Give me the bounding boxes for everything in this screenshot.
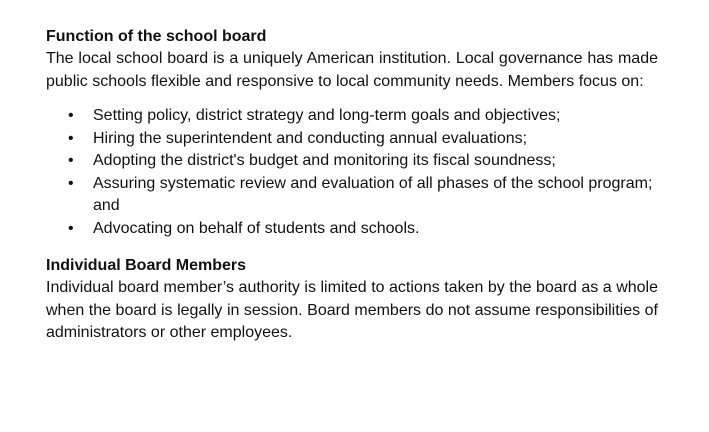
bullet-icon: • [68,174,74,192]
list-item [46,128,658,151]
board-function-paragraph: The local school board is a uniquely American institution. Local governance has made public schools flexible and responsive to local community needs. Members focus on: [46,50,658,90]
section-board-function [46,26,658,240]
section-individual-members [46,255,658,345]
list-item-text: Assuring systematic review and evaluation of all phases of the school program; and [93,174,653,214]
list-item [46,218,658,241]
section-heading-board-function: Function of the school board [46,28,267,45]
bullet-icon: • [68,152,74,169]
bullet-icon: • [68,129,74,147]
list-item [46,150,658,173]
document-page [46,26,658,345]
bullet-icon: • [68,219,74,237]
individual-members-paragraph: Individual board member’s authority is limited to actions taken by the board as a whole when the board is legally in session. Board members do not assume responsibilities of administrators or other employees. [46,279,658,341]
list-item [46,173,658,218]
list-item-text: Advocating on behalf of students and schools. [93,219,420,237]
list-item-text: Hiring the superintendent and conducting annual evaluations; [93,129,528,147]
list-item-text: Adopting the district's budget and monitoring its fiscal soundness; [93,152,556,169]
section-heading-individual-members: Individual Board Members [46,257,247,274]
board-function-list [46,105,658,240]
list-item-text: Setting policy, district strategy and long-term goals and objectives; [93,107,561,124]
list-item [46,105,658,128]
bullet-icon: • [68,107,74,124]
